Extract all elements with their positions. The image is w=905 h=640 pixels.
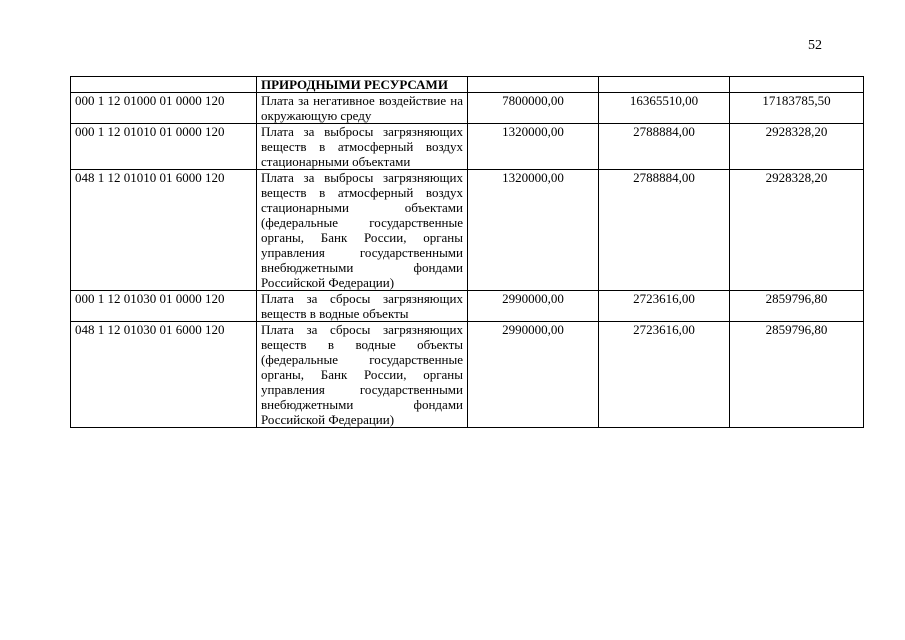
amount-cell-1: 2990000,00 xyxy=(468,291,599,322)
budget-code-cell: 000 1 12 01000 01 0000 120 xyxy=(71,93,257,124)
table-row xyxy=(71,77,864,93)
amount-cell-1: 1320000,00 xyxy=(468,124,599,170)
amount-cell-3: 2928328,20 xyxy=(730,124,864,170)
amount-cell-2 xyxy=(599,77,730,93)
amount-cell-3: 2928328,20 xyxy=(730,170,864,291)
income-name-cell: Плата за сбросы загрязняющих веществ в водные объекты (федеральные государственные органы, Банк России, органы управления государственными внебюджетными фондами Российской Федерации) xyxy=(257,322,468,428)
income-name-cell: ПРИРОДНЫМИ РЕСУРСАМИ xyxy=(257,77,468,93)
table-row xyxy=(71,93,864,124)
amount-cell-1: 2990000,00 xyxy=(468,322,599,428)
table-row xyxy=(71,322,864,428)
amount-cell-3 xyxy=(730,77,864,93)
page-number: 52 xyxy=(808,38,822,53)
budget-code-cell xyxy=(71,77,257,93)
table-row xyxy=(71,291,864,322)
budget-code-cell: 000 1 12 01030 01 0000 120 xyxy=(71,291,257,322)
amount-cell-1: 7800000,00 xyxy=(468,93,599,124)
income-name-cell: Плата за выбросы загрязняющих веществ в атмосферный воздух стационарными объектами xyxy=(257,124,468,170)
income-name-cell: Плата за выбросы загрязняющих веществ в атмосферный воздух стационарными объектами (федеральные государственные органы, Банк России, органы управления государственными внебюджетными фондами Российской Федерации) xyxy=(257,170,468,291)
budget-code-cell: 048 1 12 01010 01 6000 120 xyxy=(71,170,257,291)
budget-code-cell: 048 1 12 01030 01 6000 120 xyxy=(71,322,257,428)
table-row xyxy=(71,124,864,170)
table-row xyxy=(71,170,864,291)
amount-cell-2: 2723616,00 xyxy=(599,322,730,428)
income-name-cell: Плата за негативное воздействие на окружающую среду xyxy=(257,93,468,124)
table-body xyxy=(71,77,864,428)
amount-cell-3: 2859796,80 xyxy=(730,322,864,428)
amount-cell-3: 17183785,50 xyxy=(730,93,864,124)
budget-revenue-table xyxy=(70,76,864,428)
amount-cell-1 xyxy=(468,77,599,93)
budget-code-cell: 000 1 12 01010 01 0000 120 xyxy=(71,124,257,170)
amount-cell-3: 2859796,80 xyxy=(730,291,864,322)
amount-cell-1: 1320000,00 xyxy=(468,170,599,291)
amount-cell-2: 2788884,00 xyxy=(599,170,730,291)
income-name-cell: Плата за сбросы загрязняющих веществ в водные объекты xyxy=(257,291,468,322)
amount-cell-2: 2788884,00 xyxy=(599,124,730,170)
amount-cell-2: 2723616,00 xyxy=(599,291,730,322)
amount-cell-2: 16365510,00 xyxy=(599,93,730,124)
